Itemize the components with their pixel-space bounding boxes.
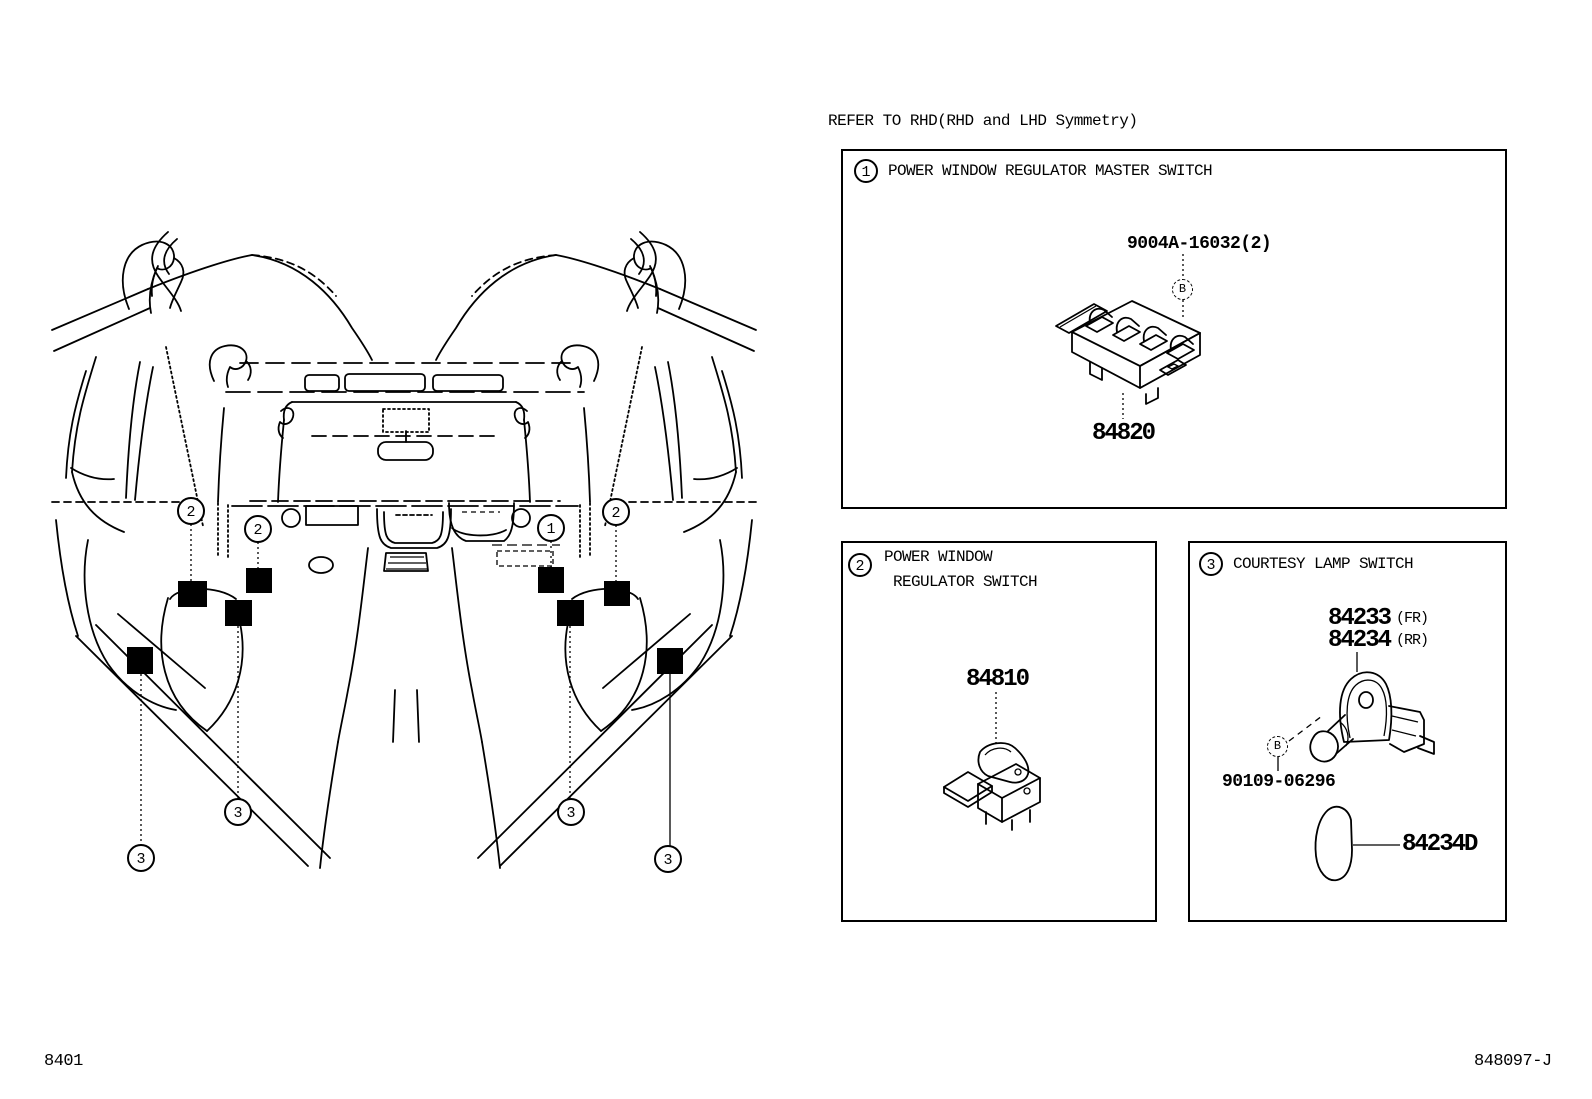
panel3-index-circle: 3 (1199, 552, 1223, 576)
switch-location-marker (657, 648, 683, 674)
callout-label: 1 (546, 521, 556, 538)
switch-location-marker (604, 581, 630, 606)
panel1-fastener-marker: B (1172, 279, 1193, 300)
switch-location-marker (127, 647, 153, 674)
figure-code: 848097-J (1474, 1052, 1552, 1071)
callout-courtesy-left-inner (225, 799, 251, 825)
callout-master-switch (538, 515, 564, 541)
panel3-rear-part-tag: (RR) (1396, 632, 1429, 649)
panel-window-switch (841, 541, 1157, 922)
panel3-bulb-part-number: 84234D (1402, 831, 1477, 858)
callout-label: 3 (136, 851, 146, 868)
callout-label: 3 (663, 852, 673, 869)
panel1-screw-part-number: 9004A-16032(2) (1127, 234, 1272, 254)
panel1-main-part-number: 84820 (1092, 420, 1155, 447)
callout-window-switch-right (603, 499, 629, 525)
callout-label: 2 (253, 522, 263, 539)
panel2-title-line2: REGULATOR SWITCH (893, 573, 1038, 591)
switch-location-marker (246, 568, 272, 593)
vehicle-interior-diagram (52, 232, 756, 872)
panel3-front-part-number: 84233 (1328, 605, 1391, 632)
panel1-index-circle: 1 (854, 159, 878, 183)
panel2-index-circle: 2 (848, 553, 872, 577)
callout-label: 2 (186, 504, 196, 521)
rhd-note: REFER TO RHD(RHD and LHD Symmetry) (828, 112, 1138, 130)
panel3-rear-part-number: 84234 (1328, 627, 1391, 654)
callout-window-switch-left-outer (178, 498, 204, 524)
callout-window-switch-left-inner (245, 516, 271, 542)
switch-location-marker (557, 600, 584, 626)
panel3-screw-part-number: 90109-06296 (1222, 772, 1336, 792)
panel2-title-line1: POWER WINDOW (884, 548, 993, 566)
callout-label: 3 (233, 805, 243, 822)
callout-courtesy-right-outer (655, 846, 681, 872)
panel1-title: POWER WINDOW REGULATOR MASTER SWITCH (888, 162, 1213, 180)
panel3-title: COURTESY LAMP SWITCH (1233, 555, 1414, 573)
callout-label: 2 (611, 505, 621, 522)
switch-location-marker (538, 567, 564, 593)
panel2-main-part-number: 84810 (966, 666, 1029, 693)
panel3-fastener-marker: B (1267, 736, 1288, 757)
callout-courtesy-right-inner (558, 799, 584, 825)
panel-courtesy-switch (1188, 541, 1507, 922)
switch-location-marker (178, 581, 207, 607)
callout-label: 3 (566, 805, 576, 822)
page-code: 8401 (44, 1052, 83, 1071)
switch-location-marker (225, 600, 252, 626)
panel-master-switch (841, 149, 1507, 509)
panel3-front-part-tag: (FR) (1396, 610, 1429, 627)
callout-courtesy-left-outer (128, 845, 154, 871)
dashboard-and-windshield (226, 363, 584, 868)
switch-location-markers (127, 498, 683, 872)
